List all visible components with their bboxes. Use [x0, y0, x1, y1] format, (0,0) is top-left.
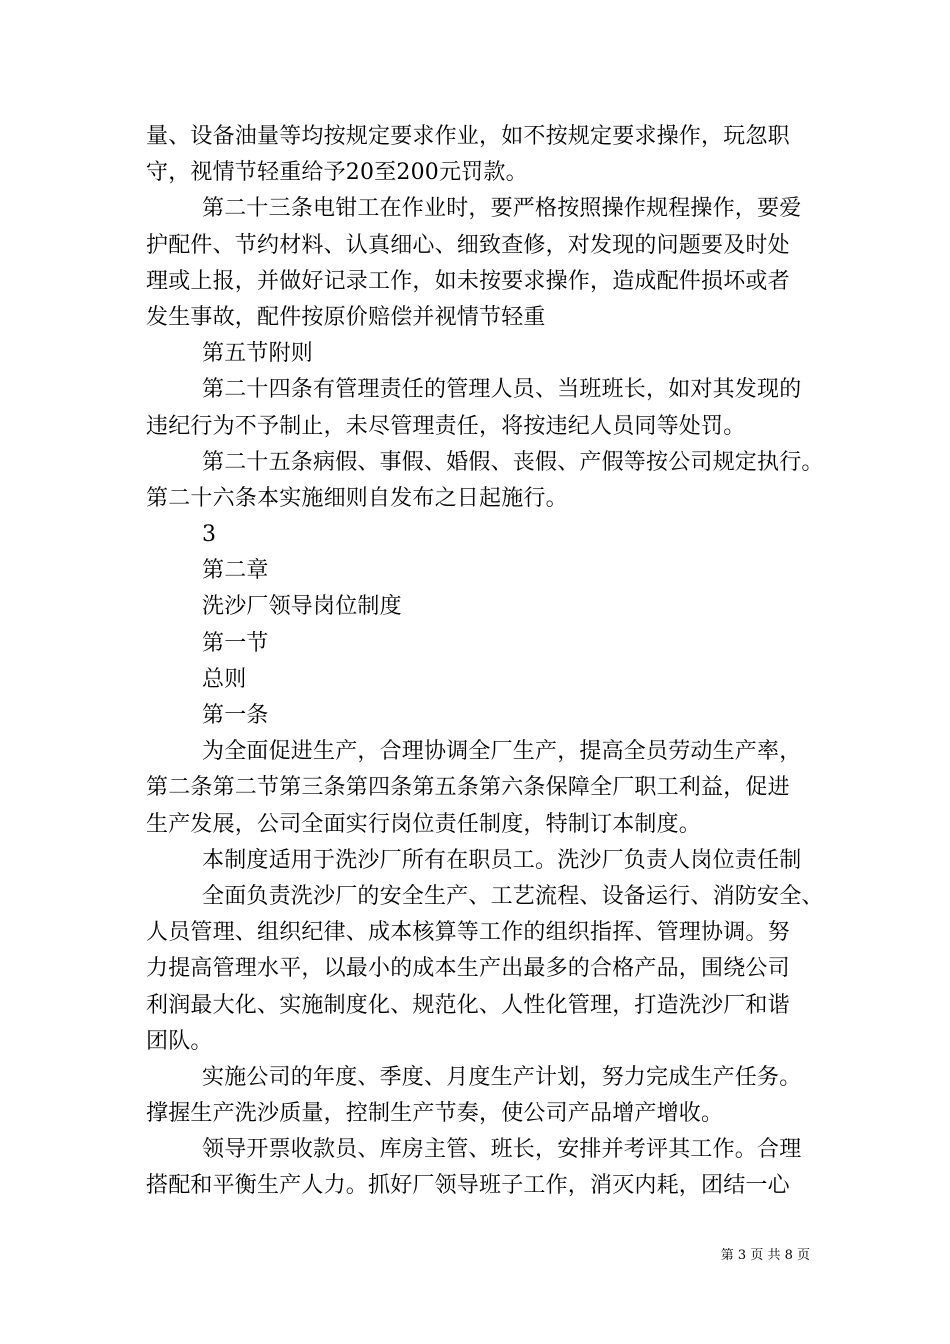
text-line: 第二十三条电钳工在作业时，要严格按照操作规程操作，要爱	[202, 196, 802, 222]
text-line: 护配件、节约材料、认真细心、细致查修，对发现的问题要及时处	[146, 232, 790, 258]
text-line: 力提高管理水平，以最小的成本生产出最多的合格产品，围绕公司	[146, 956, 790, 982]
page-number-inline: 3	[202, 522, 217, 548]
text-line: 发生事故，配件按原价赔偿并视情节轻重	[146, 304, 546, 330]
text-line: 生产发展，公司全面实行岗位责任制度，特制订本制度。	[146, 811, 702, 837]
text-line: 第二条第二节第三条第四条第五条第六条保障全厂职工利益，促进	[146, 775, 790, 801]
text-line: 为全面促进生产，合理协调全厂生产，提高全员劳动生产率，	[202, 739, 802, 765]
text-line: 人员管理、组织纪律、成本核算等工作的组织指挥、管理协调。努	[146, 920, 790, 946]
section-heading: 第一节	[202, 630, 269, 656]
text-line: 第二十六条本实施细则自发布之日起施行。	[146, 485, 568, 511]
section-heading: 第五节附则	[202, 341, 314, 367]
text-line: 本制度适用于洗沙厂所有在职员工。洗沙厂负责人岗位责任制	[202, 847, 802, 873]
text-line: 理或上报，并做好记录工作，如未按要求操作，造成配件损坏或者	[146, 268, 790, 294]
document-body	[146, 119, 836, 1205]
text-line: 第二十四条有管理责任的管理人员、当班班长，如对其发现的	[202, 377, 802, 403]
text-line: 实施公司的年度、季度、月度生产计划，努力完成生产任务。	[202, 1064, 802, 1090]
page-footer	[700, 1248, 810, 1264]
text-line: 搭配和平衡生产人力。抓好厂领导班子工作，消灭内耗，团结一心	[146, 1173, 790, 1199]
text-line: 违纪行为不予制止，未尽管理责任，将按违纪人员同等处罚。	[146, 413, 746, 439]
text-line: 全面负责洗沙厂的安全生产、工艺流程、设备运行、消防安全、	[202, 883, 824, 909]
chapter-title: 洗沙厂领导岗位制度	[202, 594, 402, 620]
text-line: 利润最大化、实施制度化、规范化、人性化管理，打造洗沙厂和谐	[146, 992, 790, 1018]
text-line: 撑握生产洗沙质量，控制生产节奏，使公司产品增产增收。	[146, 1101, 724, 1127]
text-line: 量、设备油量等均按规定要求作业，如不按规定要求操作，玩忽职	[146, 124, 790, 149]
text-line: 第二十五条病假、事假、婚假、丧假、产假等按公司规定执行。	[202, 449, 824, 475]
article-heading: 第一条	[202, 703, 269, 728]
text-line: 领导开票收款员、库房主管、班长，安排并考评其工作。合理	[202, 1137, 802, 1163]
chapter-heading: 第二章	[202, 558, 269, 584]
text-line: 守，视情节轻重给予20至200元罚款。	[146, 160, 528, 186]
text-line: 团队。	[146, 1028, 213, 1054]
page-count-label: 第 3 页 共 8 页	[720, 1248, 810, 1263]
section-title: 总则	[202, 666, 247, 692]
